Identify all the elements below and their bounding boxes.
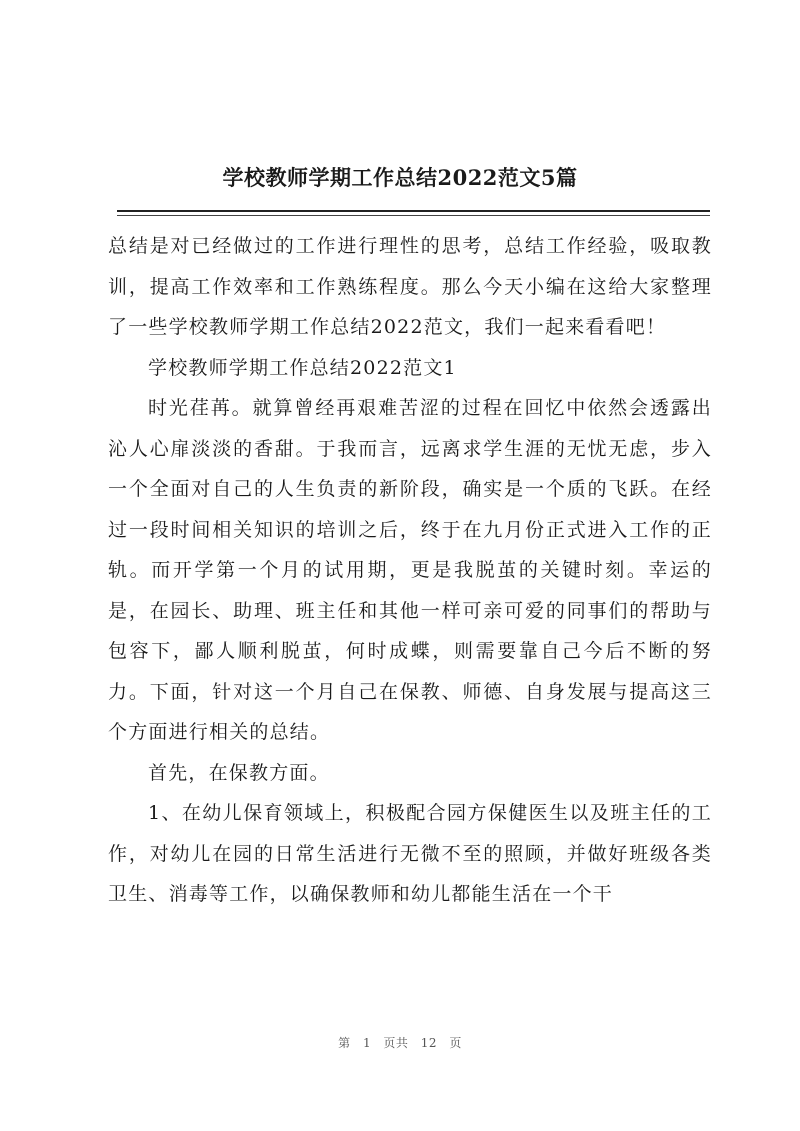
- title-divider: [117, 210, 710, 212]
- document-body: [108, 226, 712, 915]
- subsection-heading: 首先，在保教方面。: [148, 761, 330, 784]
- intro-paragraph: 总结是对已经做过的工作进行理性的思考，总结工作经验，吸取教训，提高工作效率和工作熟练程度。那么今天小编在这给大家整理了一些学校教师学期工作总结2022范文，我们一起来看看吧！: [108, 235, 712, 338]
- body-paragraph: 时光荏苒。就算曾经再艰难苦涩的过程在回忆中依然会透露出沁人心扉淡淡的香甜。于我而言，远离求学生涯的无忧无虑，步入一个全面对自己的人生负责的新阶段，确实是一个质的飞跃。在经过一段时间相关知识的培训之后，终于在九月份正式进入工作的正轨。而开学第一个月的试用期，更是我脱茧的关键时刻。幸运的是，在园长、助理、班主任和其他一样可亲可爱的同事们的帮助与包容下，鄙人顺利脱茧，何时成蝶，则需要靠自己今后不断的努力。下面，针对这一个月自己在保教、师德、自身发展与提高这三个方面进行相关的总结。: [108, 397, 712, 743]
- body-paragraph: 1、在幼儿保育领域上，积极配合园方保健医生以及班主任的工作，对幼儿在园的日常生活进行无微不至的照顾，并做好班级各类卫生、消毒等工作，以确保教师和幼儿都能生活在一个干: [108, 802, 712, 905]
- document-title: 学校教师学期工作总结2022范文5篇: [222, 165, 578, 190]
- page-number-footer: 第 1 页共 12 页: [338, 1036, 462, 1050]
- section-heading: 学校教师学期工作总结2022范文1: [148, 356, 457, 379]
- title-divider-thin: [117, 215, 710, 216]
